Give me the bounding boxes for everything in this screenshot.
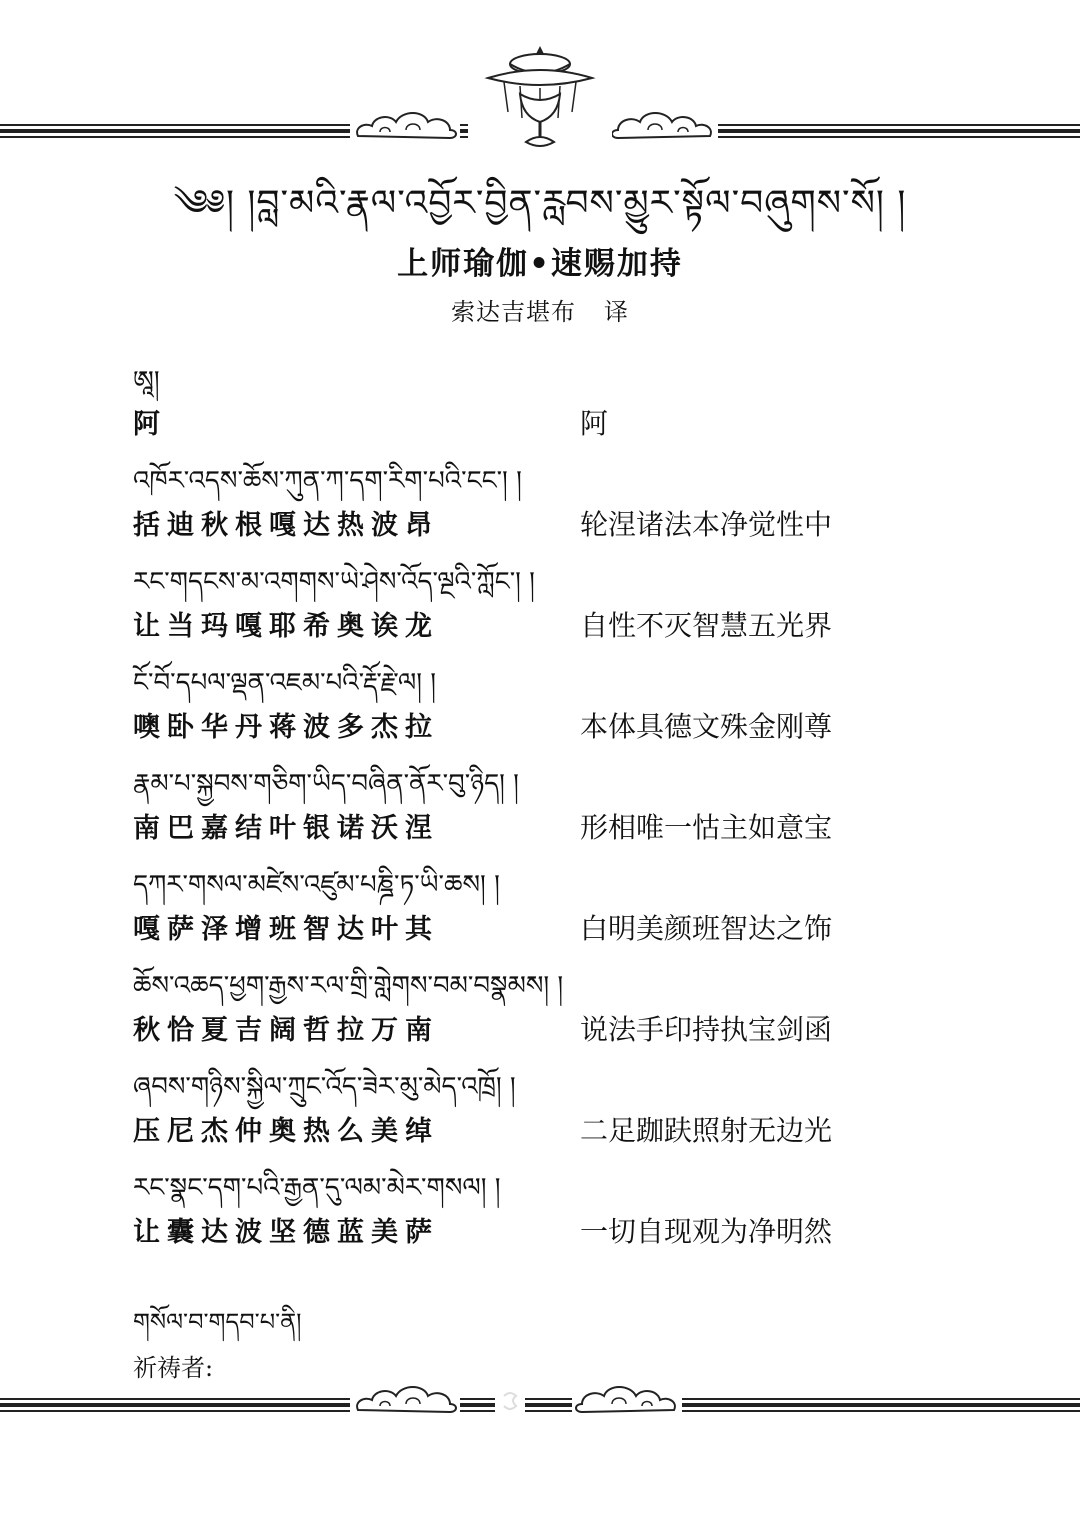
verse-translation: 轮涅诸法本净觉性中 <box>580 508 833 541</box>
cloud-ornament-icon <box>350 104 460 144</box>
parasol-emblem-icon <box>468 42 612 152</box>
verse-translation: 本体具德文殊金刚尊 <box>580 710 833 743</box>
verse-phonetic: 压尼杰仲奥热么美绰 <box>133 1116 439 1147</box>
verse-tibetan: འཁོར་འདས་ཆོས་ཀུན་ཀ་དག་རིག་པའི་ངང་། ། <box>133 466 522 496</box>
prayer-label-tibetan: གསོལ་བ་གདབ་པ་ནི། <box>133 1308 302 1336</box>
prayer-label-chinese: 祈祷者: <box>133 1354 214 1382</box>
intro-translation: 阿 <box>580 407 609 440</box>
cloud-ornament-icon <box>350 1378 460 1418</box>
tibetan-title: ༄༅། །བླ་མའི་རྣལ་འབྱོར་བྱིན་རླབས་མྱུར་སྟོལ་བཞུགས་སོ། ། <box>173 183 907 224</box>
verse-tibetan: ཞབས་གཉིས་སྐྱིལ་ཀྲུང་འོད་ཟེར་མུ་མེད་འཁྲོ། ། <box>133 1072 516 1102</box>
verse-translation: 说法手印持执宝剑函 <box>580 1013 833 1046</box>
verse-phonetic: 南巴嘉结叶银诺沃涅 <box>133 813 439 844</box>
page-title: 上师瑜伽•速赐加持 <box>397 246 683 282</box>
verse-phonetic: 秋恰夏吉阔哲拉万南 <box>133 1015 439 1046</box>
verse-tibetan: ཆོས་འཆད་ཕྱག་རྒྱས་རལ་གྲི་གླེགས་བམ་བསྣམས། ། <box>133 971 564 1001</box>
bottom-border <box>0 1398 1080 1418</box>
verse-translation: 自性不灭智慧五光界 <box>580 609 833 642</box>
intro-phonetic: 阿 <box>133 409 167 440</box>
cloud-ornament-icon <box>572 1378 682 1418</box>
page-number-mark <box>495 1386 525 1416</box>
verse-tibetan: རྣམ་པ་སྐྱབས་གཅིག་ཡིད་བཞིན་ནོར་བུ་ཉིད། ། <box>133 769 519 799</box>
verse-tibetan: དཀར་གསལ་མཛེས་འཛུམ་པཎྜི་ཏ་ཡི་ཆས། ། <box>133 870 500 900</box>
verse-translation: 形相唯一怙主如意宝 <box>580 811 833 844</box>
verse-tibetan: རང་སྣང་དག་པའི་རྒྱན་དུ་ལམ་མེར་གསལ། ། <box>133 1173 501 1203</box>
verse-phonetic: 让当玛嘎耶希奥诶龙 <box>133 611 439 642</box>
verse-tibetan: ངོ་བོ་དཔལ་ལྡན་འཇམ་པའི་རྡོ་རྗེ་ལ། ། <box>133 668 437 698</box>
cloud-ornament-icon <box>608 104 718 144</box>
verse-translation: 白明美颜班智达之饰 <box>580 912 833 945</box>
intro-tibetan: ཨཱ། <box>133 366 160 396</box>
translator-name: 索达吉堪布 <box>451 298 576 326</box>
translator-line <box>0 292 1080 327</box>
verse-translation: 二足跏趺照射无边光 <box>580 1114 833 1147</box>
verse-phonetic: 嘎萨泽增班智达叶其 <box>133 914 439 945</box>
verse-translation: 一切自现观为净明然 <box>580 1215 833 1248</box>
verse-phonetic: 噢卧华丹蒋波多杰拉 <box>133 712 439 743</box>
verse-phonetic: 让囊达波坚德蓝美萨 <box>133 1217 439 1248</box>
verse-phonetic: 括迪秋根嘎达热波昂 <box>133 510 439 541</box>
translator-suffix: 译 <box>604 298 629 326</box>
verse-tibetan: རང་གདངས་མ་འགགས་ཡེ་ཤེས་འོད་ལྔའི་ཀློང་། ། <box>133 567 535 597</box>
